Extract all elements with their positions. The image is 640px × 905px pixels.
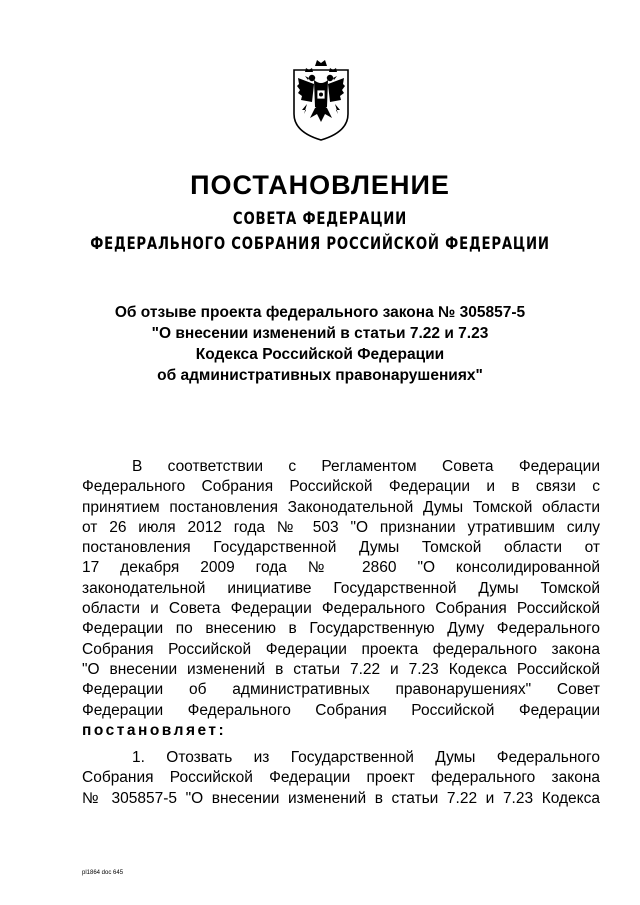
document-type-heading: ПОСТАНОВЛЕНИЕ: [190, 170, 450, 200]
subject-line: Об отзыве проекта федерального закона № 305857-5: [114, 304, 526, 321]
preamble-paragraph: [82, 457, 600, 741]
file-reference: pl1864 doc 645: [82, 870, 124, 876]
subject-line: "О внесении изменений в статьи 7.22 и 7.23: [151, 325, 489, 342]
issuer-line-1: СОВЕТА ФЕДЕРАЦИИ: [232, 209, 408, 229]
paragraph-line: В соответствии с Регламентом Совета Федерации: [132, 458, 600, 475]
paragraph-line: Федерации по внесению в Государственную Думу Федерального: [82, 620, 600, 638]
paragraph-line: от 26 июля 2012 года № 503 "О признании утратившим силу: [82, 518, 600, 536]
issuer-line-2: ФЕДЕРАЛЬНОГО СОБРАНИЯ РОССИЙСКОЙ ФЕДЕРАЦИИ: [90, 234, 550, 254]
paragraph-line: Собрания Российской Федерации проект федерального закона: [82, 769, 600, 787]
document-subject: [0, 302, 640, 386]
paragraph-line: области и Совета Федерации Федерального Собрания Российской: [82, 600, 600, 618]
paragraph-line: принятием постановления Законодательной Думы Томской области: [82, 498, 600, 516]
paragraph-line: Федерации об административных правонарушениях" Совет: [82, 681, 600, 699]
subject-line: Кодекса Российской Федерации: [195, 346, 445, 363]
paragraph-line: постановления Государственной Думы Томской области от: [82, 539, 600, 557]
decree-word: постановляет:: [82, 721, 227, 739]
paragraph-line: Собрания Российской Федерации проекта федерального закона: [82, 640, 600, 658]
paragraph-line: № 305857-5 "О внесении изменений в статьи 7.22 и 7.23 Кодекса: [82, 789, 600, 807]
paragraph-line: 1. Отозвать из Государственной Думы Федерального: [132, 749, 600, 766]
paragraph-line: Федерации Федерального Собрания Российской Федерации: [82, 701, 600, 719]
paragraph-line: 17 декабря 2009 года № 2860 "О консолидированной: [82, 559, 600, 577]
coat-of-arms-icon: [290, 52, 352, 142]
paragraph-line: законодательной инициативе Государственной Думы Томской: [82, 579, 600, 597]
subject-line: об административных правонарушениях": [157, 367, 483, 384]
resolution-item-1: [82, 748, 600, 809]
paragraph-line: "О внесении изменений в статьи 7.22 и 7.23 Кодекса Российской: [82, 660, 600, 678]
paragraph-line: Федерального Собрания Российской Федерации и в связи с: [82, 478, 600, 496]
